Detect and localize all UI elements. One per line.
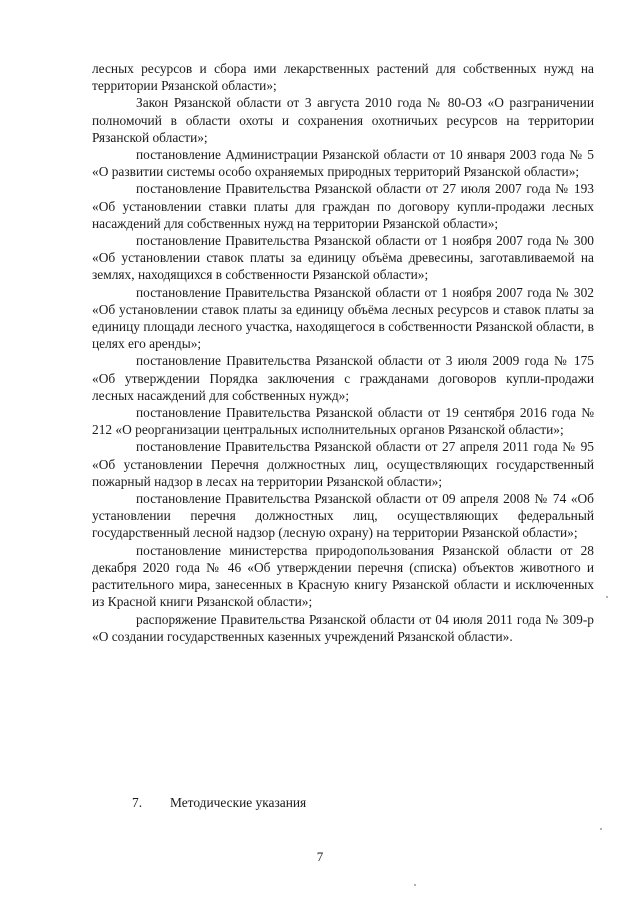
document-body [92,60,594,645]
paragraph-resolution-74: постановление Правительства Рязанской области от 09 апреля 2008 № 74 «Об установлении перечня должностных лиц, осуществляющих федеральный государственный лесной надзор (лесную охрану) на территории Рязанской области»; [92,491,594,541]
scan-speck [600,828,602,830]
paragraph-resolution-193: постановление Правительства Рязанской области от 27 июля 2007 года № 193 «Об установлении ставки платы для граждан по договору купли-продажи лесных насаждений для собственных нужд на территории Рязанской области»; [92,181,594,231]
page-number: 7 [316,849,324,864]
paragraph-resolution-46: постановление министерства природопользования Рязанской области от 28 декабря 2020 года № 46 «Об утверждении перечня (списка) объектов животного и растительного мира, занесенных в Красную книгу Рязанской области и исключенных из Красной книги Рязанской области»; [92,542,594,610]
section-heading [132,794,306,811]
paragraph-law-80-oz: Закон Рязанской области от 3 августа 2010 года № 80-ОЗ «О разграничении полномочий в области охоты и сохранения охотничьих ресурсов на территории Рязанской области»; [92,95,594,145]
scan-speck [414,884,416,886]
paragraph-resolution-212: постановление Правительства Рязанской области от 19 сентября 2016 года № 212 «О реорганизации центральных исполнительных органов Рязанской области»; [92,405,594,438]
paragraph-resolution-95: постановление Правительства Рязанской области от 27 апреля 2011 года № 95 «Об установлении Перечня должностных лиц, осуществляющих государственный пожарный надзор в лесах на территории Рязанской области»; [92,439,594,489]
paragraph-resolution-300: постановление Правительства Рязанской области от 1 ноября 2007 года № 300 «Об установлении ставок платы за единицу объёма древесины, заготавливаемой на землях, находящихся в собственности Рязанской области»; [92,233,594,283]
paragraph-resolution-5: постановление Администрации Рязанской области от 10 января 2003 года № 5 «О развитии системы особо охраняемых природных территорий Рязанской области»; [92,147,594,180]
paragraph-continuation: лесных ресурсов и сбора ими лекарственных растений для собственных нужд на территории Рязанской области»; [92,61,594,94]
section-title: Методические указания [170,795,307,810]
paragraph-resolution-175: постановление Правительства Рязанской области от 3 июля 2009 года № 175 «Об утверждении Порядка заключения с гражданами договоров купли-продажи лесных насаждений для собственных нужд»; [92,353,594,403]
scan-speck [606,596,608,598]
paragraph-order-309r: распоряжение Правительства Рязанской области от 04 июля 2011 года № 309-р «О создании государственных казенных учреждений Рязанской области». [92,611,594,644]
section-number: 7. [132,795,143,810]
paragraph-resolution-302: постановление Правительства Рязанской области от 1 ноября 2007 года № 302 «Об установлении ставок платы за единицу объёма лесных ресурсов и ставок платы за единицу площади лесного участка, находящегося в собственности Рязанской области, в целях его аренды»; [92,284,594,352]
